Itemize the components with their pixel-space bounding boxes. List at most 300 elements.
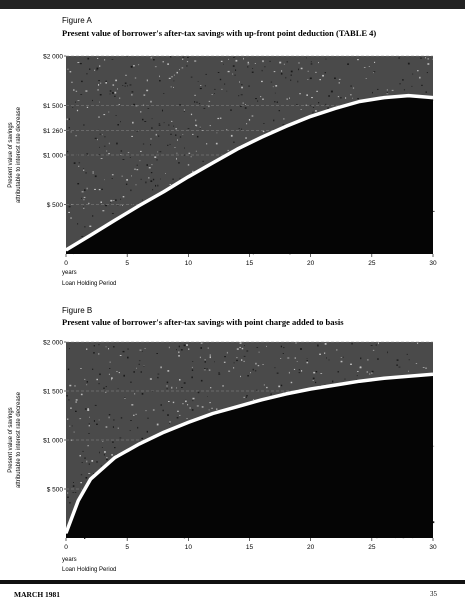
texture-speck xyxy=(99,452,100,454)
data-point xyxy=(261,399,263,401)
texture-speck xyxy=(177,72,179,74)
figure-b-title: Present value of borrower's after-tax savings with point charge added to basis xyxy=(62,317,344,327)
texture-speck xyxy=(80,455,81,456)
texture-speck xyxy=(195,125,197,127)
texture-speck xyxy=(110,90,112,91)
y-tick-label: $ 500 xyxy=(46,486,63,494)
texture-speck xyxy=(110,200,112,202)
texture-speck xyxy=(408,63,410,65)
texture-speck xyxy=(81,474,82,475)
texture-speck xyxy=(412,74,413,75)
texture-speck xyxy=(125,83,127,84)
texture-speck xyxy=(291,75,292,76)
texture-speck xyxy=(101,202,103,204)
texture-speck xyxy=(122,85,123,86)
texture-speck xyxy=(177,139,178,141)
data-point xyxy=(77,500,79,502)
texture-speck xyxy=(93,171,94,172)
texture-speck xyxy=(140,151,142,152)
texture-speck xyxy=(404,89,405,90)
texture-speck xyxy=(80,368,82,369)
texture-speck xyxy=(104,451,106,453)
texture-speck xyxy=(86,155,87,156)
texture-speck xyxy=(178,162,180,164)
texture-speck xyxy=(87,461,88,463)
texture-speck xyxy=(206,74,207,75)
texture-speck xyxy=(84,197,86,198)
texture-speck xyxy=(131,66,133,68)
texture-speck xyxy=(397,359,399,360)
texture-speck xyxy=(86,477,88,479)
texture-speck xyxy=(191,377,193,379)
texture-speck xyxy=(104,180,105,181)
texture-speck xyxy=(301,109,302,110)
texture-speck xyxy=(156,134,157,136)
texture-speck xyxy=(179,379,181,381)
texture-speck xyxy=(228,150,229,151)
texture-speck xyxy=(246,397,247,398)
texture-speck xyxy=(281,73,283,75)
texture-speck xyxy=(112,59,114,60)
texture-speck xyxy=(184,382,186,383)
texture-speck xyxy=(243,361,245,362)
texture-speck xyxy=(74,432,75,433)
texture-speck xyxy=(277,373,279,374)
texture-speck xyxy=(76,91,77,92)
texture-speck xyxy=(75,492,77,493)
texture-speck xyxy=(87,408,89,409)
data-point xyxy=(139,443,141,445)
texture-speck xyxy=(84,199,85,200)
texture-speck xyxy=(113,426,114,428)
texture-speck xyxy=(351,343,352,345)
texture-speck xyxy=(94,189,96,190)
texture-speck xyxy=(206,369,208,370)
texture-speck xyxy=(85,173,87,174)
texture-speck xyxy=(141,371,142,373)
data-point xyxy=(236,406,238,408)
texture-speck xyxy=(171,76,172,77)
texture-speck xyxy=(357,59,359,60)
texture-speck xyxy=(279,62,281,64)
texture-speck xyxy=(77,183,79,184)
texture-speck xyxy=(169,422,171,423)
data-point xyxy=(65,249,67,251)
texture-speck xyxy=(128,349,129,350)
texture-speck xyxy=(255,370,256,371)
texture-speck xyxy=(106,457,108,458)
texture-speck xyxy=(411,86,412,87)
texture-speck xyxy=(119,98,120,99)
texture-speck xyxy=(87,445,89,446)
texture-speck xyxy=(291,382,293,383)
texture-speck xyxy=(167,145,168,146)
texture-speck xyxy=(138,65,139,66)
texture-speck xyxy=(87,58,89,60)
data-point xyxy=(334,108,336,110)
texture-speck xyxy=(231,135,233,137)
texture-speck xyxy=(297,361,298,362)
texture-speck xyxy=(204,370,206,371)
texture-speck xyxy=(360,358,361,360)
texture-speck xyxy=(81,236,83,237)
figure-b-x-unit: years xyxy=(62,557,77,563)
texture-speck xyxy=(399,367,401,368)
texture-speck xyxy=(184,345,186,347)
texture-speck xyxy=(369,374,370,375)
data-point xyxy=(359,380,361,382)
texture-speck xyxy=(71,82,72,83)
texture-speck xyxy=(296,342,297,344)
texture-speck xyxy=(85,408,87,409)
texture-speck xyxy=(301,68,303,70)
texture-speck xyxy=(182,134,183,135)
texture-speck xyxy=(130,382,131,383)
texture-speck xyxy=(262,60,263,62)
texture-speck xyxy=(299,372,301,373)
texture-speck xyxy=(123,351,125,352)
texture-speck xyxy=(214,89,215,90)
texture-speck xyxy=(222,385,223,386)
texture-speck xyxy=(179,104,180,105)
texture-speck xyxy=(88,203,89,204)
texture-speck xyxy=(224,356,226,357)
texture-speck xyxy=(127,357,129,359)
x-tick-label: 10 xyxy=(184,544,192,551)
texture-speck xyxy=(69,127,70,128)
texture-speck xyxy=(315,72,317,73)
texture-speck xyxy=(112,92,114,94)
texture-speck xyxy=(140,111,141,112)
texture-speck xyxy=(255,98,257,99)
texture-speck xyxy=(89,464,90,465)
texture-speck xyxy=(234,363,235,364)
texture-speck xyxy=(80,482,82,483)
texture-speck xyxy=(92,100,93,101)
texture-speck xyxy=(97,139,98,140)
texture-speck xyxy=(255,363,256,365)
texture-speck xyxy=(210,354,211,355)
texture-speck xyxy=(87,73,88,74)
texture-speck xyxy=(318,62,319,63)
texture-speck xyxy=(89,226,91,227)
texture-speck xyxy=(137,169,139,170)
texture-speck xyxy=(69,426,70,427)
texture-speck xyxy=(74,386,76,387)
texture-speck xyxy=(142,119,144,121)
texture-speck xyxy=(200,88,202,89)
texture-speck xyxy=(307,362,309,363)
texture-speck xyxy=(116,143,118,145)
texture-speck xyxy=(262,99,263,101)
texture-speck xyxy=(339,79,341,80)
texture-speck xyxy=(334,78,336,80)
texture-speck xyxy=(326,357,327,358)
texture-speck xyxy=(211,408,213,409)
texture-speck xyxy=(246,351,248,352)
texture-speck xyxy=(80,63,82,64)
texture-speck xyxy=(80,94,82,95)
texture-speck xyxy=(300,348,302,350)
texture-speck xyxy=(99,374,101,376)
x-tick-label: 20 xyxy=(307,544,315,551)
texture-speck xyxy=(209,370,211,371)
texture-speck xyxy=(115,80,117,82)
texture-speck xyxy=(244,356,246,357)
texture-speck xyxy=(84,458,86,459)
texture-speck xyxy=(177,411,179,412)
texture-speck xyxy=(171,121,172,122)
texture-speck xyxy=(141,438,143,440)
texture-speck xyxy=(350,94,352,95)
texture-speck xyxy=(174,147,175,148)
texture-speck xyxy=(281,70,282,71)
texture-speck xyxy=(278,386,280,388)
texture-speck xyxy=(181,349,183,350)
texture-speck xyxy=(146,90,148,92)
texture-speck xyxy=(67,119,68,121)
texture-speck xyxy=(298,81,299,83)
texture-speck xyxy=(101,158,103,159)
texture-speck xyxy=(320,373,322,374)
texture-speck xyxy=(252,116,254,117)
texture-speck xyxy=(67,69,68,70)
texture-speck xyxy=(120,121,121,122)
texture-speck xyxy=(163,61,165,62)
texture-speck xyxy=(387,352,388,354)
data-point xyxy=(90,478,92,480)
texture-speck xyxy=(83,207,84,208)
texture-speck xyxy=(313,372,315,374)
texture-speck xyxy=(313,107,314,108)
texture-speck xyxy=(350,364,352,365)
texture-speck xyxy=(169,423,170,424)
texture-speck xyxy=(89,425,90,426)
texture-speck xyxy=(145,182,146,184)
texture-speck xyxy=(212,94,213,95)
texture-speck xyxy=(195,120,196,122)
data-point xyxy=(163,191,165,193)
texture-speck xyxy=(214,362,215,363)
texture-speck xyxy=(372,372,373,374)
x-tick-label: 15 xyxy=(245,544,254,551)
data-point xyxy=(212,413,214,415)
texture-speck xyxy=(160,179,161,180)
texture-speck xyxy=(106,81,107,82)
texture-speck xyxy=(176,388,177,389)
texture-speck xyxy=(338,96,339,97)
texture-speck xyxy=(200,85,201,86)
texture-speck xyxy=(126,56,128,57)
texture-speck xyxy=(163,410,164,412)
texture-speck xyxy=(110,202,111,203)
texture-speck xyxy=(142,200,143,201)
texture-speck xyxy=(165,173,166,174)
texture-speck xyxy=(144,365,145,366)
texture-speck xyxy=(151,138,152,139)
texture-speck xyxy=(87,188,88,190)
texture-speck xyxy=(171,387,172,389)
texture-speck xyxy=(373,72,374,73)
texture-speck xyxy=(67,151,68,152)
texture-speck xyxy=(191,156,192,157)
texture-speck xyxy=(307,79,308,80)
texture-speck xyxy=(94,70,95,71)
texture-speck xyxy=(153,179,154,181)
texture-speck xyxy=(95,138,97,139)
y-tick-label: $1 500 xyxy=(43,103,63,110)
texture-speck xyxy=(373,71,375,72)
texture-speck xyxy=(216,409,217,410)
texture-speck xyxy=(324,353,325,354)
texture-speck xyxy=(180,178,181,179)
texture-speck xyxy=(70,407,71,409)
texture-speck xyxy=(263,123,264,124)
texture-speck xyxy=(81,394,83,396)
y-tick-label: $1 000 xyxy=(43,152,63,160)
texture-speck xyxy=(240,106,242,107)
texture-speck xyxy=(131,94,132,96)
texture-speck xyxy=(263,364,264,365)
texture-speck xyxy=(78,100,80,101)
texture-speck xyxy=(168,401,170,402)
texture-speck xyxy=(110,362,111,363)
texture-speck xyxy=(283,347,284,348)
texture-speck xyxy=(198,81,199,82)
texture-speck xyxy=(419,77,420,79)
texture-speck xyxy=(108,153,110,154)
texture-speck xyxy=(186,418,187,419)
texture-speck xyxy=(188,164,189,165)
texture-speck xyxy=(77,62,79,63)
texture-speck xyxy=(240,376,241,377)
texture-speck xyxy=(199,103,200,104)
texture-speck xyxy=(159,151,161,152)
texture-speck xyxy=(150,180,152,182)
texture-speck xyxy=(120,355,122,356)
texture-speck xyxy=(416,363,417,364)
texture-speck xyxy=(89,417,90,418)
texture-speck xyxy=(325,343,327,345)
texture-speck xyxy=(313,378,315,380)
texture-speck xyxy=(208,348,209,349)
texture-speck xyxy=(374,62,375,63)
texture-speck xyxy=(169,347,170,349)
texture-speck xyxy=(180,137,181,138)
texture-speck xyxy=(247,375,249,377)
texture-speck xyxy=(367,359,368,360)
texture-speck xyxy=(123,159,125,160)
texture-speck xyxy=(339,82,340,84)
figure-a-x-caption: Loan Holding Period xyxy=(62,281,117,287)
texture-speck xyxy=(241,87,243,89)
texture-speck xyxy=(173,126,174,127)
texture-speck xyxy=(170,184,171,185)
texture-speck xyxy=(79,163,81,164)
data-point xyxy=(114,220,116,222)
texture-speck xyxy=(159,125,161,126)
texture-speck xyxy=(197,102,198,104)
texture-speck xyxy=(130,420,131,421)
texture-speck xyxy=(273,120,274,122)
texture-speck xyxy=(353,88,354,89)
texture-speck xyxy=(92,215,93,217)
texture-speck xyxy=(75,102,76,103)
texture-speck xyxy=(287,98,288,99)
texture-speck xyxy=(409,359,410,360)
texture-speck xyxy=(114,96,115,97)
texture-speck xyxy=(241,94,243,95)
texture-speck xyxy=(343,357,344,358)
texture-speck xyxy=(72,107,73,108)
texture-speck xyxy=(299,369,300,370)
texture-speck xyxy=(109,417,110,419)
texture-speck xyxy=(151,172,152,173)
texture-speck xyxy=(157,185,158,187)
texture-speck xyxy=(182,57,184,58)
texture-speck xyxy=(86,153,88,155)
texture-speck xyxy=(271,393,272,395)
texture-speck xyxy=(84,189,85,191)
data-point xyxy=(359,101,361,103)
texture-speck xyxy=(283,353,284,354)
texture-speck xyxy=(68,212,70,213)
texture-speck xyxy=(105,392,106,393)
chart-b xyxy=(0,330,465,570)
texture-speck xyxy=(192,367,193,368)
texture-speck xyxy=(83,208,84,209)
texture-speck xyxy=(247,66,248,67)
x-tick-label: 20 xyxy=(307,260,315,267)
texture-speck xyxy=(117,124,119,126)
texture-speck xyxy=(145,348,146,349)
texture-speck xyxy=(106,386,107,387)
texture-speck xyxy=(106,346,107,347)
texture-speck xyxy=(87,409,89,411)
texture-speck xyxy=(83,124,84,125)
texture-speck xyxy=(109,414,111,415)
texture-speck xyxy=(209,101,210,102)
texture-speck xyxy=(173,87,174,88)
texture-speck xyxy=(106,151,107,152)
texture-speck xyxy=(188,348,189,350)
texture-speck xyxy=(191,77,193,78)
texture-speck xyxy=(182,68,184,69)
chart-a xyxy=(0,40,465,300)
texture-speck xyxy=(202,406,204,407)
texture-speck xyxy=(96,424,98,425)
texture-speck xyxy=(182,59,183,60)
texture-speck xyxy=(153,410,155,411)
x-tick-label: 5 xyxy=(125,544,129,551)
texture-speck xyxy=(210,356,211,358)
texture-speck xyxy=(99,102,100,103)
figure-a-label: Figure A xyxy=(62,16,92,25)
texture-speck xyxy=(175,134,176,136)
texture-speck xyxy=(191,114,192,115)
texture-speck xyxy=(98,84,99,86)
texture-speck xyxy=(75,411,77,412)
texture-speck xyxy=(209,409,210,410)
texture-speck xyxy=(161,404,162,405)
texture-speck xyxy=(119,372,120,373)
texture-speck xyxy=(250,372,251,373)
texture-speck xyxy=(147,431,148,433)
texture-speck xyxy=(98,89,99,91)
texture-speck xyxy=(245,104,246,105)
texture-speck xyxy=(157,424,159,426)
data-point xyxy=(310,388,312,390)
